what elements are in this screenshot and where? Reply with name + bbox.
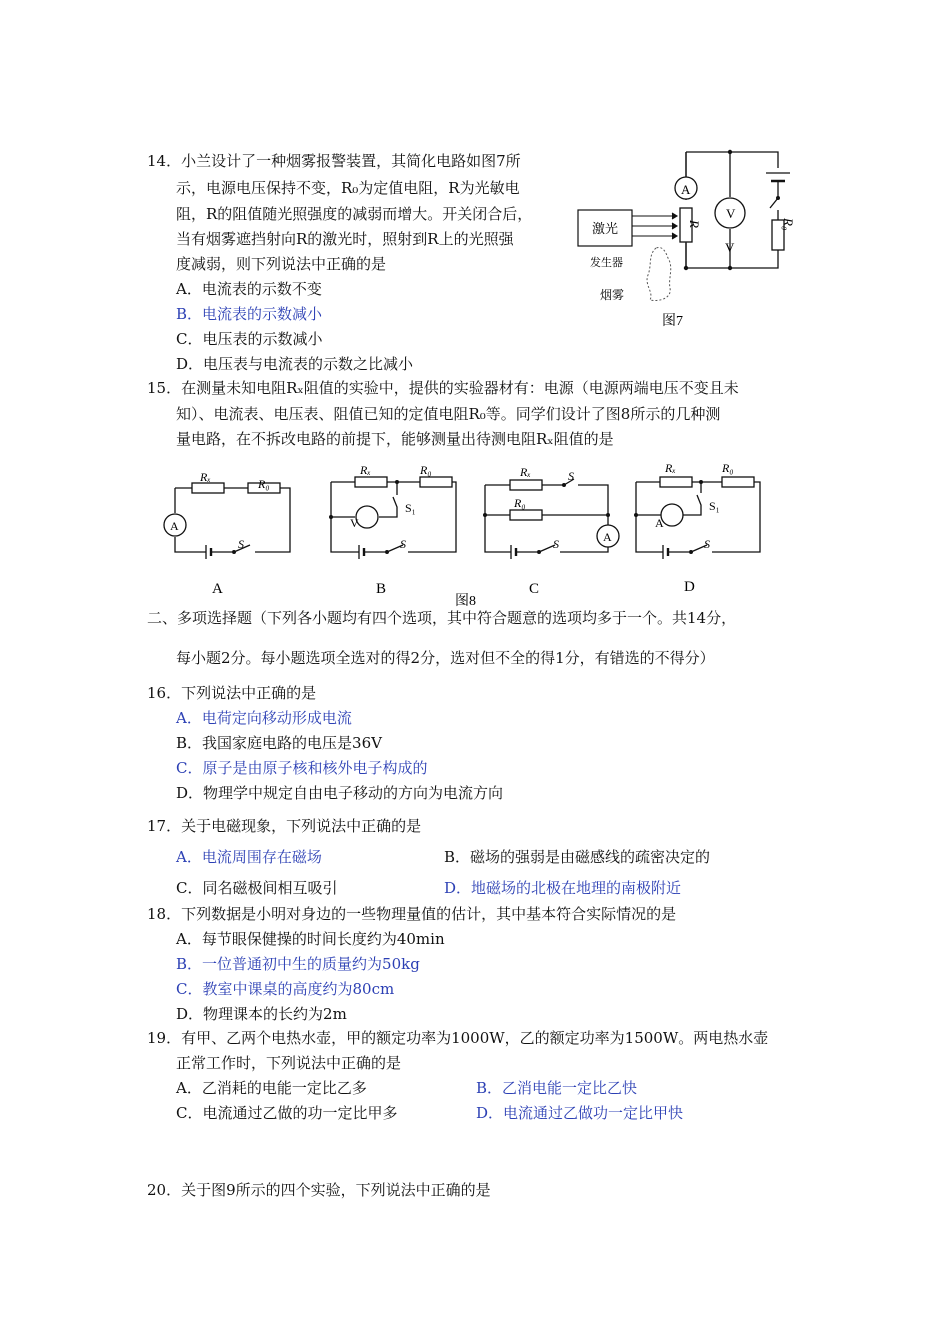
fig8-circuit-c: [485, 479, 619, 552]
q18-stem: 18．下列数据是小明对身边的一些物理量值的估计，其中基本符合实际情况的是: [147, 905, 677, 923]
fig8a-switch-label: S: [238, 537, 244, 551]
fig7-ammeter-letter: A: [681, 182, 691, 197]
fig8d-ammeter-letter: A: [655, 516, 664, 530]
q14-stem-line-3: 阻，R的阻值随光照强度的减弱而增大。开关闭合后，: [176, 205, 533, 223]
q17-option-b: B．磁场的强弱是由磁感线的疏密决定的: [444, 848, 711, 866]
q19-option-a: A．乙消耗的电能一定比乙多: [176, 1079, 367, 1097]
section-2-heading-line-1: 二、多项选择题（下列各小题均有四个选项，其中符合题意的选项均多于一个。共14分，: [147, 609, 737, 627]
fig8c-rx-label: Rₓ: [520, 465, 531, 479]
q16-option-d: D．物理学中规定自由电子移动的方向为电流方向: [176, 784, 504, 802]
fig7-node: [728, 266, 732, 270]
q15-stem-line-1: 15．在测量未知电阻Rₓ阻值的实验中，提供的实验器材有：电源（电源两端电压不变且未: [147, 379, 739, 397]
fig8b-rx-label: Rₓ: [360, 463, 371, 477]
q16-stem: 16．下列说法中正确的是: [147, 684, 317, 702]
fig8b-r0-label: R₀: [420, 463, 432, 477]
q20-stem: 20．关于图9所示的四个实验，下列说法中正确的是: [147, 1181, 491, 1199]
fig8-circuit-d: [636, 477, 760, 552]
fig7-voltmeter-label: V: [725, 240, 735, 255]
fig8b-voltmeter-letter: V: [350, 516, 359, 530]
fig8b-switch-label: S: [400, 537, 406, 551]
q16-option-c: C．原子是由原子核和核外电子构成的: [176, 759, 428, 777]
fig8a-option-label: A: [212, 581, 223, 597]
q14-stem-line-4: 当有烟雾遮挡射向R的激光时，照射到R上的光照强: [176, 230, 514, 248]
fig8d-s1-label: S₁: [709, 499, 720, 513]
q14-stem-line-1: 14．小兰设计了一种烟雾报警装置，其简化电路如图7所: [147, 152, 521, 170]
fig7-laser-label: 激光: [592, 221, 619, 236]
fig7-r-label: R: [687, 220, 702, 228]
q17-option-d: D．地磁场的北极在地理的南极附近: [444, 879, 682, 897]
q16-option-b: B．我国家庭电路的电压是36V: [176, 734, 382, 752]
fig8-circuit-b: [331, 477, 456, 552]
q18-option-b: B．一位普通初中生的质量约为50kg: [176, 955, 420, 973]
q15-stem-line-2: 知）、电流表、电压表、阻值已知的定值电阻R₀等。同学们设计了图8所示的几种测: [176, 405, 721, 423]
q18-option-c: C．教室中课桌的高度约为80cm: [176, 980, 395, 998]
fig8-circuit-a: [164, 483, 290, 552]
figure-8-circuits: [150, 455, 790, 610]
q14-option-d: D．电压表与电流表的示数之比减小: [176, 355, 414, 373]
fig7-smoke-label: 烟雾: [600, 288, 625, 302]
section-2-heading-line-2: 每小题2分。每小题选项全选对的得2分，选对但不全的得1分，有错选的不得分）: [176, 649, 715, 667]
fig7-smoke-cloud: [647, 247, 671, 300]
fig7-switch-pivot: [776, 196, 780, 200]
q14-option-b: B．电流表的示数减小: [176, 305, 323, 323]
fig8c-switch-label: S: [553, 537, 559, 551]
q14-option-c: C．电压表的示数减小: [176, 330, 323, 348]
fig7-node: [728, 150, 732, 154]
fig7-emitter-label: 发生器: [590, 257, 623, 269]
fig7-voltmeter-letter: V: [726, 206, 736, 221]
fig8a-ammeter-letter: A: [170, 519, 179, 533]
q18-option-d: D．物理课本的长约为2m: [176, 1005, 347, 1023]
q19-stem-line-2: 正常工作时，下列说法中正确的是: [176, 1054, 402, 1072]
fig8c-option-label: C: [529, 581, 540, 597]
fig8b-option-label: B: [376, 581, 387, 597]
q17-option-a: A．电流周围存在磁场: [176, 848, 322, 866]
fig8-caption: 图8: [455, 594, 476, 609]
fig8c-r0-label: R₀: [514, 496, 526, 510]
fig8a-rx-label: Rₓ: [200, 470, 211, 484]
q19-option-d: D．电流通过乙做功一定比甲快: [476, 1104, 684, 1122]
q17-option-c: C．同名磁极间相互吸引: [176, 879, 338, 897]
q19-option-b: B．乙消电能一定比乙快: [476, 1079, 638, 1097]
fig8a-r0-label: R₀: [258, 477, 270, 491]
fig7-caption: 图7: [662, 314, 683, 329]
q17-stem: 17．关于电磁现象，下列说法中正确的是: [147, 817, 422, 835]
fig7-r0-label: R₀: [781, 218, 796, 231]
fig8d-rx-label: Rₓ: [665, 461, 676, 475]
q14-option-a: A．电流表的示数不变: [176, 280, 322, 298]
figure-7-circuit: [570, 140, 800, 335]
fig8b-s1-label: S₁: [405, 501, 416, 515]
q15-stem-line-3: 量电路，在不拆改电路的前提下，能够测量出待测电阻Rₓ阻值的是: [176, 430, 614, 448]
q14-stem-line-5: 度减弱，则下列说法中正确的是: [176, 255, 387, 273]
q19-option-c: C．电流通过乙做的功一定比甲多: [176, 1104, 398, 1122]
fig8d-r0-label: R₀: [722, 461, 734, 475]
fig7-laser-beams: [632, 213, 677, 239]
fig8c-switch-top-label: S: [568, 469, 574, 483]
q14-stem-line-2: 示，电源电压保持不变，R₀为定值电阻，R为光敏电: [176, 179, 520, 197]
q18-option-a: A．每节眼保健操的时间长度约为40min: [176, 930, 445, 948]
q19-stem-line-1: 19．有甲、乙两个电热水壶，甲的额定功率为1000W，乙的额定功率为1500W。两电热水壶: [147, 1029, 769, 1047]
fig8d-option-label: D: [684, 579, 695, 595]
fig7-node: [684, 266, 688, 270]
fig8d-switch-label: S: [704, 537, 710, 551]
q16-option-a: A．电荷定向移动形成电流: [176, 709, 352, 727]
fig8c-ammeter-letter: A: [603, 530, 612, 544]
